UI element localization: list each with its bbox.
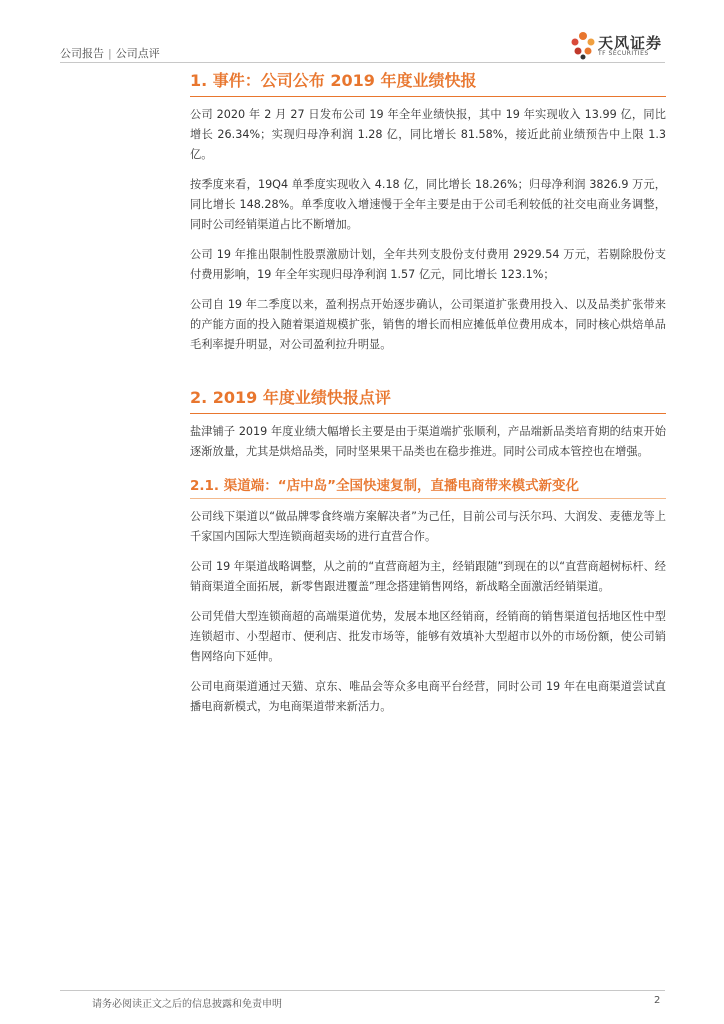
section-2-1-underline (190, 498, 666, 499)
logo-mark-icon (570, 30, 596, 60)
section-2-title: 2. 2019 年度业绩快报点评 (190, 388, 391, 407)
section-1-paragraph: 公司 19 年推出限制性股票激励计划，全年共列支股份支付费用 2929.54 万元，若剔除股份支付费用影响，19 年全年实现归母净利润 1.57 亿元，同比增长 123.1%； (190, 248, 666, 281)
section-2-1-title: 2.1. 渠道端：“店中岛”全国快速复制，直播电商带来模式新变化 (190, 478, 579, 494)
footer-divider (60, 990, 665, 991)
section-1-title: 1. 事件：公司公布 2019 年度业绩快报 (190, 71, 477, 90)
section-2-underline (190, 413, 666, 414)
main-content (190, 68, 666, 727)
section-2-1-paragraph: 公司凭借大型连锁商超的高端渠道优势，发展本地区经销商，经销商的销售渠道包括地区性中型连锁超市、小型超市、便利店、批发市场等，能够有效填补大型超市以外的市场份额，使公司销售网络向下延伸。 (190, 610, 666, 663)
report-category (60, 45, 160, 61)
logo-name: 天风证券 (598, 34, 663, 52)
footer-disclaimer: 请务必阅读正文之后的信息披露和免责申明 (92, 999, 282, 1010)
section-1-paragraph: 公司 2020 年 2 月 27 日发布公司 19 年全年业绩快报，其中 19 年实现收入 13.99 亿，同比增长 26.34%；实现归母净利润 1.28 亿，同比增长 81.58%，接近此前业绩预告中上限 1.3 亿。 (190, 108, 666, 161)
section-1-underline (190, 96, 666, 97)
section-2-paragraph: 盐津铺子 2019 年度业绩大幅增长主要是由于渠道端扩张顺利，产品端新品类培育期的结束开始逐渐放量，尤其是烘焙品类，同时坚果果干品类也在稳步推进。同时公司成本管控也在增强。 (190, 425, 666, 458)
report-type: 公司报告 (60, 47, 104, 60)
section-1-paragraph: 公司自 19 年二季度以来，盈利拐点开始逐步确认，公司渠道扩张费用投入、以及品类扩张带来的产能方面的投入随着渠道规模扩张，销售的增长而相应摊低单位费用成本，同时核心烘焙单品毛利率提升明显，对公司盈利拉升明显。 (190, 298, 666, 351)
page-number: 2 (654, 995, 661, 1006)
report-subtype: 公司点评 (115, 47, 160, 60)
section-2-1-paragraph: 公司电商渠道通过天猫、京东、唯品会等众多电商平台经营，同时公司 19 年在电商渠道尝试直播电商新模式，为电商渠道带来新活力。 (190, 680, 666, 713)
section-1-paragraph: 按季度来看，19Q4 单季度实现收入 4.18 亿，同比增长 18.26%；归母净利润 3826.9 万元，同比增长 148.28%。单季度收入增速慢于全年主要是由于公司毛利较低的社交电商业务调整，同时公司经销渠道占比不断增加。 (190, 178, 666, 231)
header-divider (60, 62, 665, 63)
tf-securities-logo (570, 30, 680, 62)
section-2-1-paragraph: 公司 19 年渠道战略调整，从之前的“直营商超为主，经销跟随”到现在的以“直营商超树标杆、经销商渠道全面拓展，新零售跟进覆盖”理念搭建销售网络，新战略全面激活经销渠道。 (190, 560, 666, 593)
logo-subtitle: TF SECURITIES (598, 50, 649, 57)
section-2-1-paragraph: 公司线下渠道以“做品牌零食终端方案解决者”为己任，目前公司与沃尔玛、大润发、麦德龙等上千家国内国际大型连锁商超卖场的进行直营合作。 (190, 510, 666, 543)
separator: | (108, 47, 112, 60)
